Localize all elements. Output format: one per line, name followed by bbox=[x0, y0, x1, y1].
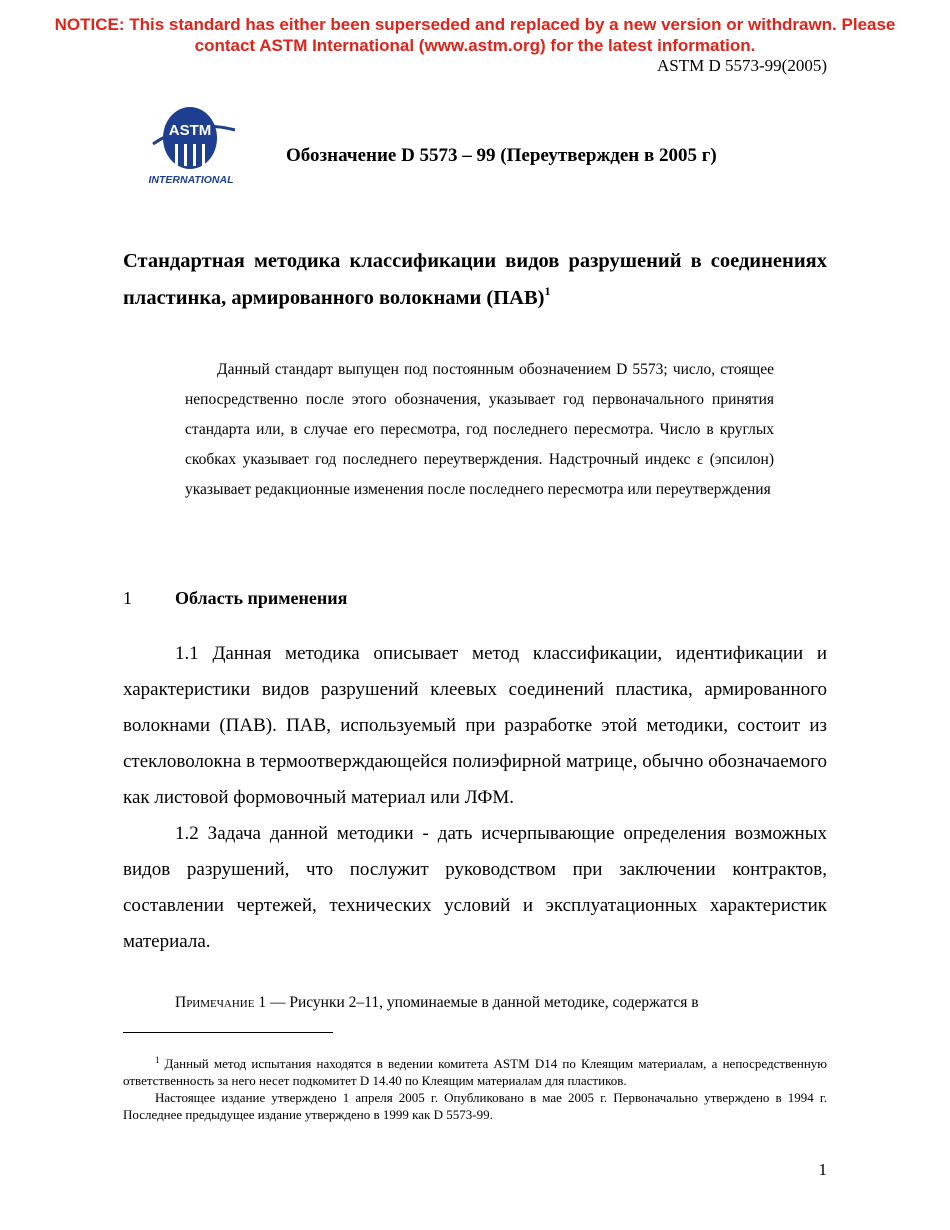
standard-designation: ASTM D 5573-99(2005) bbox=[657, 56, 827, 75]
logo-stroke-4 bbox=[202, 144, 205, 166]
notice-line-1: NOTICE: This standard has either been superseded and replaced by a new version or withdrawn. Please bbox=[54, 15, 896, 34]
standard-title bbox=[123, 243, 827, 317]
section-number: 1 bbox=[123, 588, 132, 608]
page-number: 1 bbox=[818, 1160, 827, 1179]
footnote-marker: 1 bbox=[155, 1055, 160, 1065]
logo-international-text: INTERNATIONAL bbox=[148, 174, 234, 186]
paragraph-1-1: 1.1 Данная методика описывает метод классификации, идентификации и характеристики видов разрушений клеевых соединений пластика, армированного волокнами (ПАВ). ПАВ, используемый при разработке этой методики, состоит из стекловолокна в термоотверждающейся полиэфирной матрице, обычно обозначаемого как листовой формовочный материал или ЛФМ. bbox=[123, 643, 827, 808]
paragraph-1-2: 1.2 Задача данной методики - дать исчерпывающие определения возможных видов разрушений, что послужит руководством при заключении контрактов, составлении чертежей, технических условий и эксплуатационных характеристик материала. bbox=[123, 823, 827, 952]
footnote-2: Настоящее издание утверждено 1 апреля 2005 г. Опубликовано в мае 2005 г. Первоначально утверждено в 1994 г. Последнее предыдущее издание утверждено в 1999 как D 5573-99. bbox=[123, 1090, 827, 1122]
section-title: Область применения bbox=[175, 588, 348, 608]
note-1 bbox=[123, 992, 827, 1014]
intro-paragraph: Данный стандарт выпущен под постоянным обозначением D 5573; число, стоящее непосредственно после этого обозначения, указывает год первоначального принятия стандарта или, в случае его пересмотра, год последнего пересмотра. Число в круглых скобках указывает год последнего переутверждения. Надстрочный индекс ε (эпсилон) указывает редакционные изменения после последнего пересмотра или переутверждения bbox=[185, 361, 774, 498]
title-footnote-ref[interactable]: 1 bbox=[544, 284, 551, 298]
footnote-1-text: Данный метод испытания находятся в ведении комитета ASTM D14 по Клеящим материалам, а непосредственную ответственность за него несет подкомитет D 14.40 по Клеящим материалам для пластиков. bbox=[123, 1056, 827, 1088]
logo-monogram: ASTM bbox=[168, 122, 212, 139]
logo-stroke-1 bbox=[175, 144, 178, 166]
supersession-notice bbox=[0, 14, 950, 56]
notice-line-2: contact ASTM International (www.astm.org) for the latest information. bbox=[194, 36, 756, 55]
astm-logo-icon bbox=[147, 104, 237, 186]
section-1-body bbox=[123, 636, 827, 960]
footnote-1 bbox=[123, 1055, 827, 1089]
footnote-separator bbox=[123, 1032, 333, 1033]
note-text: — Рисунки 2–11, упоминаемые в данной методике, содержатся в bbox=[266, 994, 699, 1011]
note-label: Примечание 1 bbox=[175, 994, 267, 1011]
astm-international-logo bbox=[147, 104, 237, 186]
footnotes bbox=[123, 1055, 827, 1123]
logo-stroke-2 bbox=[184, 144, 187, 166]
document-designation-title: Обозначение D 5573 – 99 (Переутвержден в 2005 г) bbox=[286, 145, 717, 166]
logo-stroke-3 bbox=[193, 144, 196, 166]
standard-title-text: Стандартная методика классификации видов разрушений в соединениях пластинка, армированного волокнами (ПАВ) bbox=[123, 250, 827, 309]
